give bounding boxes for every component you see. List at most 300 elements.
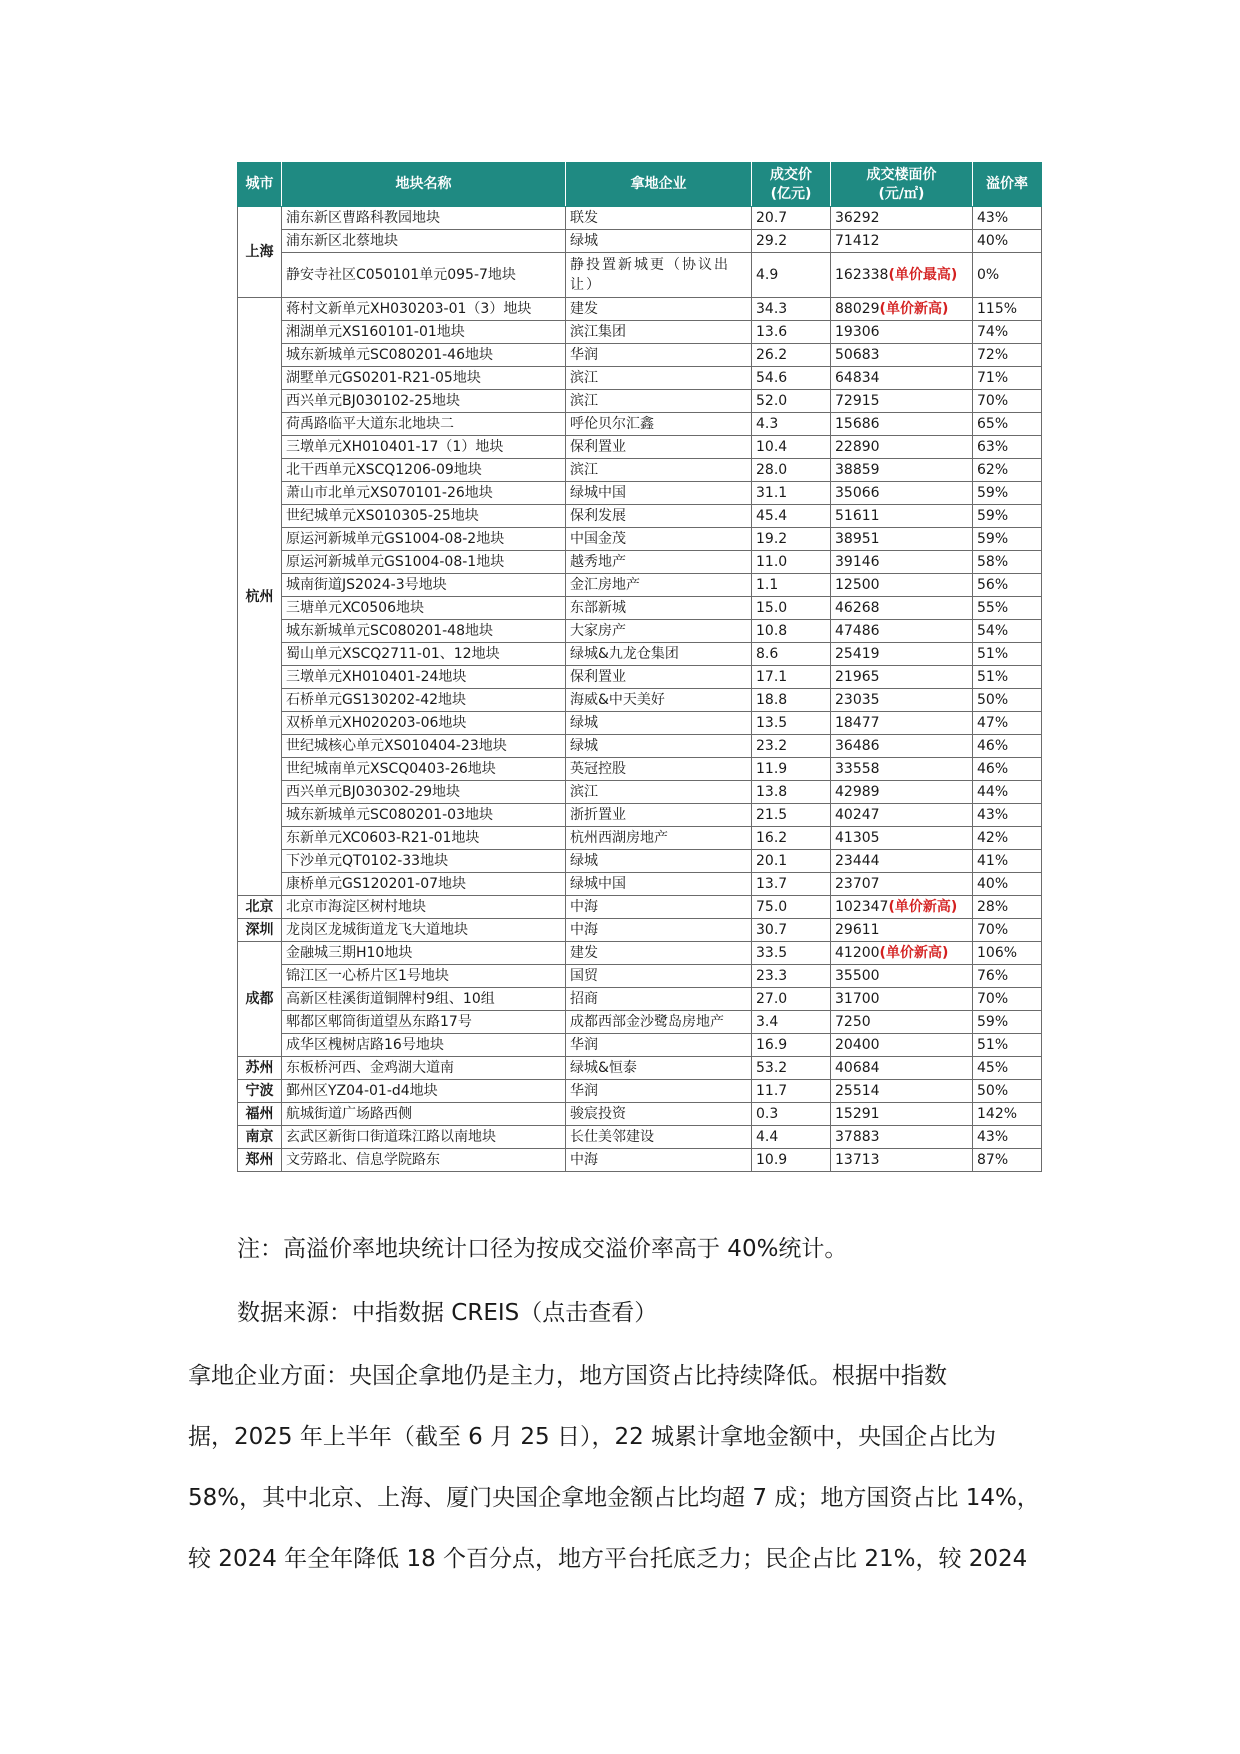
price-cell: 4.3 [752,413,831,436]
unit-price-value: 41200 [835,945,880,961]
table-row [238,620,1042,643]
unit-price-value: 25514 [835,1083,880,1099]
unit-price-value: 33558 [835,761,880,777]
unit-price-cell [831,965,973,988]
premium-cell: 87% [973,1149,1042,1172]
unit-price-value: 15686 [835,416,880,432]
price-cell: 16.2 [752,827,831,850]
unit-price-value: 46268 [835,600,880,616]
buyer-cell: 华润 [566,344,752,367]
premium-cell: 50% [973,1080,1042,1103]
unit-price-cell [831,942,973,965]
unit-price-value: 47486 [835,623,880,639]
paragraph-line: 据，2025 年上半年（截至 6 月 25 日），22 城累计拿地金额中，央国企占比为 [188,1424,997,1450]
premium-cell: 41% [973,850,1042,873]
price-cell: 27.0 [752,988,831,1011]
header-plot: 地块名称 [282,163,566,207]
plot-name-cell: 成华区槐树店路16号地块 [282,1034,566,1057]
premium-cell: 72% [973,344,1042,367]
plot-name-cell: 锦江区一心桥片区1号地块 [282,965,566,988]
unit-price-cell [831,1080,973,1103]
premium-cell: 59% [973,482,1042,505]
price-cell: 53.2 [752,1057,831,1080]
unit-price-value: 42989 [835,784,880,800]
table-row [238,597,1042,620]
plot-name-cell: 龙岗区龙城街道龙飞大道地块 [282,919,566,942]
city-cell: 苏州 [238,1057,282,1080]
unit-price-cell [831,827,973,850]
unit-price-value: 51611 [835,508,880,524]
premium-cell: 71% [973,367,1042,390]
buyer-cell: 中海 [566,919,752,942]
price-cell: 20.7 [752,207,831,230]
table-row [238,551,1042,574]
price-cell: 16.9 [752,1034,831,1057]
price-cell: 13.7 [752,873,831,896]
premium-cell: 40% [973,230,1042,253]
premium-cell: 45% [973,1057,1042,1080]
buyer-cell: 英冠控股 [566,758,752,781]
unit-price-value: 12500 [835,577,880,593]
buyer-cell: 国贸 [566,965,752,988]
unit-price-value: 38951 [835,531,880,547]
plot-name-cell: 玄武区新街口街道珠江路以南地块 [282,1126,566,1149]
plot-name-cell: 世纪城南单元XSCQ0403-26地块 [282,758,566,781]
premium-cell: 0% [973,253,1042,298]
buyer-cell: 保利置业 [566,666,752,689]
plot-name-cell: 东新单元XC0603-R21-01地块 [282,827,566,850]
table-row [238,666,1042,689]
unit-price-cell [831,413,973,436]
buyer-cell: 招商 [566,988,752,1011]
plot-name-cell: 三塘单元XC0506地块 [282,597,566,620]
price-cell: 19.2 [752,528,831,551]
price-cell: 26.2 [752,344,831,367]
buyer-cell: 大家房产 [566,620,752,643]
buyer-cell: 滨江 [566,367,752,390]
unit-price-value: 41305 [835,830,880,846]
price-cell: 10.9 [752,1149,831,1172]
price-cell: 11.9 [752,758,831,781]
price-cell: 10.8 [752,620,831,643]
price-cell: 34.3 [752,298,831,321]
unit-price-value: 23035 [835,692,880,708]
price-cell: 1.1 [752,574,831,597]
plot-name-cell: 原运河新城单元GS1004-08-1地块 [282,551,566,574]
price-cell: 23.3 [752,965,831,988]
premium-cell: 43% [973,207,1042,230]
plot-name-cell: 三墩单元XH010401-17（1）地块 [282,436,566,459]
buyer-cell: 长仕美邻建设 [566,1126,752,1149]
table-row [238,574,1042,597]
unit-price-cell [831,735,973,758]
header-city: 城市 [238,163,282,207]
plot-name-cell: 湖墅单元GS0201-R21-05地块 [282,367,566,390]
table-row [238,873,1042,896]
plot-name-cell: 城东新城单元SC080201-48地块 [282,620,566,643]
unit-price-cell [831,850,973,873]
unit-price-value: 37883 [835,1129,880,1145]
city-cell: 南京 [238,1126,282,1149]
premium-cell: 51% [973,1034,1042,1057]
unit-price-value: 102347 [835,899,889,915]
unit-price-value: 88029 [835,301,880,317]
plot-name-cell: 静安寺社区C050101单元095-7地块 [282,253,566,298]
plot-name-cell: 下沙单元QT0102-33地块 [282,850,566,873]
buyer-cell: 绿城 [566,850,752,873]
plot-name-cell: 鄞州区YZ04-01-d4地块 [282,1080,566,1103]
table-row [238,1103,1042,1126]
premium-cell: 28% [973,896,1042,919]
unit-price-value: 40684 [835,1060,880,1076]
buyer-cell: 建发 [566,298,752,321]
unit-price-value: 13713 [835,1152,880,1168]
price-cell: 3.4 [752,1011,831,1034]
table-row [238,390,1042,413]
paragraph-line: 较 2024 年全年降低 18 个百分点，地方平台托底乏力；民企占比 21%，较 2024 [188,1546,1028,1572]
unit-price-cell [831,597,973,620]
buyer-cell: 保利置业 [566,436,752,459]
plot-name-cell: 萧山市北单元XS070101-26地块 [282,482,566,505]
plot-name-cell: 蒋村文新单元XH030203-01（3）地块 [282,298,566,321]
price-cell: 54.6 [752,367,831,390]
table-row [238,712,1042,735]
plot-name-cell: 郫都区郫筒街道望丛东路17号 [282,1011,566,1034]
price-cell: 0.3 [752,1103,831,1126]
plot-name-cell: 三墩单元XH010401-24地块 [282,666,566,689]
header-price-line2: (亿元) [770,185,812,202]
record-tag: (单价新高) [879,301,949,317]
table-row [238,413,1042,436]
unit-price-cell [831,551,973,574]
table-row [238,1149,1042,1172]
buyer-cell: 中海 [566,896,752,919]
premium-cell: 50% [973,689,1042,712]
buyer-cell: 绿城 [566,735,752,758]
unit-price-cell [831,873,973,896]
premium-cell: 58% [973,551,1042,574]
premium-cell: 54% [973,620,1042,643]
buyer-cell: 滨江 [566,781,752,804]
table-row [238,459,1042,482]
unit-price-cell [831,1011,973,1034]
unit-price-cell [831,666,973,689]
price-cell: 33.5 [752,942,831,965]
unit-price-cell [831,896,973,919]
unit-price-value: 72915 [835,393,880,409]
price-cell: 11.0 [752,551,831,574]
record-tag: (单价最高) [888,267,958,283]
premium-cell: 106% [973,942,1042,965]
premium-cell: 63% [973,436,1042,459]
plot-name-cell: 西兴单元BJ030102-25地块 [282,390,566,413]
table-row [238,1011,1042,1034]
premium-cell: 76% [973,965,1042,988]
unit-price-cell [831,712,973,735]
buyer-cell: 绿城 [566,712,752,735]
table-row [238,827,1042,850]
unit-price-cell [831,253,973,298]
unit-price-value: 18477 [835,715,880,731]
header-premium: 溢价率 [973,163,1042,207]
unit-price-cell [831,390,973,413]
city-cell: 成都 [238,942,282,1057]
unit-price-value: 31700 [835,991,880,1007]
table-header-row [238,163,1042,207]
price-cell: 13.5 [752,712,831,735]
table-row [238,482,1042,505]
price-cell: 13.6 [752,321,831,344]
header-price [752,163,831,207]
unit-price-value: 40247 [835,807,880,823]
buyer-cell: 浙折置业 [566,804,752,827]
premium-cell: 70% [973,988,1042,1011]
unit-price-value: 25419 [835,646,880,662]
price-cell: 21.5 [752,804,831,827]
buyer-cell: 滨江集团 [566,321,752,344]
plot-name-cell: 荷禹路临平大道东北地块二 [282,413,566,436]
plot-name-cell: 西兴单元BJ030302-29地块 [282,781,566,804]
buyer-cell: 中国金茂 [566,528,752,551]
table-row [238,253,1042,298]
plot-name-cell: 城南街道JS2024-3号地块 [282,574,566,597]
table-row [238,758,1042,781]
plot-name-cell: 世纪城单元XS010305-25地块 [282,505,566,528]
price-cell: 23.2 [752,735,831,758]
buyer-cell: 滨江 [566,459,752,482]
premium-cell: 40% [973,873,1042,896]
paragraph-line: 拿地企业方面：央国企拿地仍是主力，地方国资占比持续降低。根据中指数 [188,1363,947,1389]
premium-cell: 44% [973,781,1042,804]
plot-name-cell: 石桥单元GS130202-42地块 [282,689,566,712]
unit-price-value: 19306 [835,324,880,340]
price-cell: 45.4 [752,505,831,528]
buyer-cell: 绿城 [566,230,752,253]
unit-price-value: 22890 [835,439,880,455]
price-cell: 29.2 [752,230,831,253]
land-premium-table [237,162,1042,1172]
table-row [238,1080,1042,1103]
price-cell: 11.7 [752,1080,831,1103]
premium-cell: 70% [973,919,1042,942]
unit-price-value: 71412 [835,233,880,249]
city-cell: 郑州 [238,1149,282,1172]
unit-price-cell [831,1057,973,1080]
price-cell: 18.8 [752,689,831,712]
table-row [238,919,1042,942]
table-row [238,850,1042,873]
buyer-cell: 绿城&恒泰 [566,1057,752,1080]
plot-name-cell: 双桥单元XH020203-06地块 [282,712,566,735]
plot-name-cell: 浦东新区曹路科教园地块 [282,207,566,230]
premium-cell: 70% [973,390,1042,413]
plot-name-cell: 原运河新城单元GS1004-08-2地块 [282,528,566,551]
record-tag: (单价新高) [879,945,949,961]
premium-cell: 51% [973,666,1042,689]
unit-price-value: 35066 [835,485,880,501]
price-cell: 31.1 [752,482,831,505]
table-row [238,804,1042,827]
table-row [238,1126,1042,1149]
buyer-cell: 杭州西湖房地产 [566,827,752,850]
unit-price-cell [831,321,973,344]
price-cell: 13.8 [752,781,831,804]
buyer-cell: 华润 [566,1080,752,1103]
table-row [238,896,1042,919]
buyer-cell: 绿城&九龙仓集团 [566,643,752,666]
unit-price-cell [831,528,973,551]
plot-name-cell: 世纪城核心单元XS010404-23地块 [282,735,566,758]
premium-cell: 142% [973,1103,1042,1126]
unit-price-cell [831,1149,973,1172]
unit-price-value: 7250 [835,1014,871,1030]
plot-name-cell: 浦东新区北蔡地块 [282,230,566,253]
unit-price-cell [831,919,973,942]
table-row [238,689,1042,712]
plot-name-cell: 蜀山单元XSCQ2711-01、12地块 [282,643,566,666]
plot-name-cell: 北京市海淀区树村地块 [282,896,566,919]
table-row [238,942,1042,965]
city-cell: 宁波 [238,1080,282,1103]
plot-name-cell: 金融城三期H10地块 [282,942,566,965]
table-row [238,436,1042,459]
premium-cell: 59% [973,528,1042,551]
buyer-cell: 金汇房地产 [566,574,752,597]
table-row [238,1057,1042,1080]
price-cell: 17.1 [752,666,831,689]
buyer-cell: 联发 [566,207,752,230]
table-row [238,643,1042,666]
premium-cell: 56% [973,574,1042,597]
unit-price-cell [831,207,973,230]
unit-price-cell [831,620,973,643]
unit-price-cell [831,344,973,367]
city-cell: 北京 [238,896,282,919]
price-cell: 52.0 [752,390,831,413]
plot-name-cell: 高新区桂溪街道铜牌村9组、10组 [282,988,566,1011]
price-cell: 28.0 [752,459,831,482]
premium-cell: 59% [973,1011,1042,1034]
premium-cell: 46% [973,758,1042,781]
unit-price-value: 35500 [835,968,880,984]
unit-price-cell [831,758,973,781]
unit-price-cell [831,482,973,505]
buyer-cell: 滨江 [566,390,752,413]
premium-cell: 74% [973,321,1042,344]
unit-price-cell [831,1034,973,1057]
unit-price-cell [831,1103,973,1126]
table-row [238,781,1042,804]
header-unit-price [831,163,973,207]
unit-price-cell [831,643,973,666]
premium-cell: 42% [973,827,1042,850]
unit-price-value: 162338 [835,267,889,283]
plot-name-cell: 湘湖单元XS160101-01地块 [282,321,566,344]
buyer-cell: 东部新城 [566,597,752,620]
plot-name-cell: 城东新城单元SC080201-46地块 [282,344,566,367]
unit-price-cell [831,367,973,390]
buyer-cell: 绿城中国 [566,482,752,505]
record-tag: (单价新高) [888,899,958,915]
city-cell: 杭州 [238,298,282,896]
data-source-link[interactable]: 数据来源：中指数据 CREIS（点击查看） [237,1300,658,1326]
unit-price-value: 29611 [835,922,880,938]
unit-price-value: 21965 [835,669,880,685]
plot-name-cell: 文劳路北、信息学院路东 [282,1149,566,1172]
table-note: 注：高溢价率地块统计口径为按成交溢价率高于 40%统计。 [237,1236,848,1262]
unit-price-cell [831,1126,973,1149]
unit-price-cell [831,988,973,1011]
unit-price-cell [831,230,973,253]
unit-price-value: 23707 [835,876,880,892]
plot-name-cell: 东板桥河西、金鸡湖大道南 [282,1057,566,1080]
premium-cell: 59% [973,505,1042,528]
unit-price-cell [831,574,973,597]
unit-price-cell [831,298,973,321]
premium-cell: 115% [973,298,1042,321]
premium-cell: 43% [973,1126,1042,1149]
buyer-cell: 海威&中天美好 [566,689,752,712]
unit-price-cell [831,505,973,528]
unit-price-value: 36292 [835,210,880,226]
table-row [238,965,1042,988]
unit-price-cell [831,436,973,459]
table-row [238,298,1042,321]
table-row [238,207,1042,230]
plot-name-cell: 康桥单元GS120201-07地块 [282,873,566,896]
price-cell: 4.9 [752,253,831,298]
table-row [238,344,1042,367]
premium-cell: 43% [973,804,1042,827]
buyer-cell: 中海 [566,1149,752,1172]
unit-price-value: 38859 [835,462,880,478]
header-unit-price-line1: 成交楼面价 [866,166,937,183]
unit-price-value: 23444 [835,853,880,869]
premium-cell: 65% [973,413,1042,436]
price-cell: 15.0 [752,597,831,620]
price-cell: 20.1 [752,850,831,873]
buyer-cell: 华润 [566,1034,752,1057]
premium-cell: 55% [973,597,1042,620]
buyer-cell: 保利发展 [566,505,752,528]
premium-cell: 51% [973,643,1042,666]
city-cell: 福州 [238,1103,282,1126]
unit-price-value: 15291 [835,1106,880,1122]
unit-price-cell [831,689,973,712]
price-cell: 10.4 [752,436,831,459]
buyer-cell: 骏宸投资 [566,1103,752,1126]
buyer-cell: 越秀地产 [566,551,752,574]
unit-price-value: 64834 [835,370,880,386]
city-cell: 上海 [238,207,282,298]
table-row [238,735,1042,758]
table-row [238,988,1042,1011]
table-row [238,230,1042,253]
table-body [238,207,1042,1172]
price-cell: 30.7 [752,919,831,942]
table-row [238,505,1042,528]
paragraph-line: 58%，其中北京、上海、厦门央国企拿地金额占比均超 7 成；地方国资占比 14%， [188,1485,1040,1511]
plot-name-cell: 北干西单元XSCQ1206-09地块 [282,459,566,482]
premium-cell: 62% [973,459,1042,482]
plot-name-cell: 航城街道广场路西侧 [282,1103,566,1126]
unit-price-cell [831,781,973,804]
plot-name-cell: 城东新城单元SC080201-03地块 [282,804,566,827]
table-row [238,528,1042,551]
unit-price-value: 39146 [835,554,880,570]
unit-price-cell [831,459,973,482]
header-unit-price-line2: (元/㎡) [878,185,925,202]
